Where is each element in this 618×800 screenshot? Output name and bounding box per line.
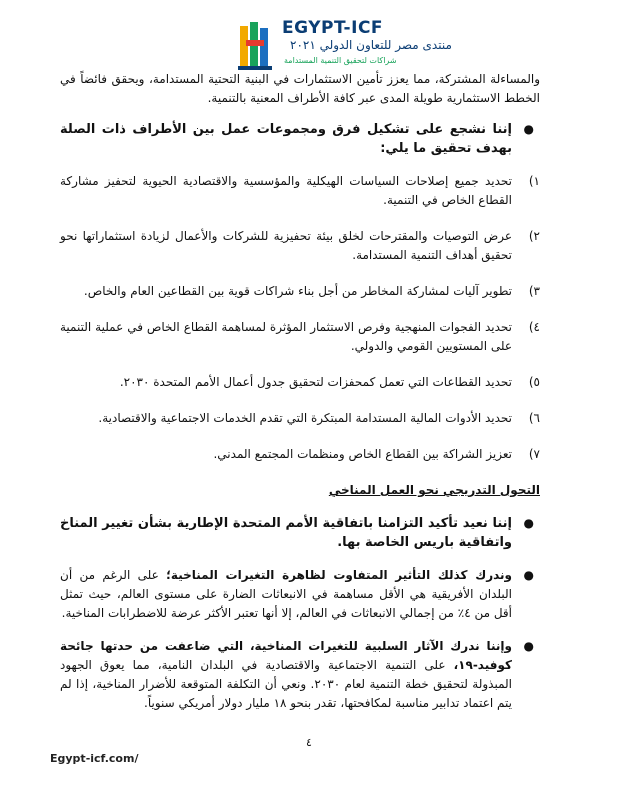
bullet-recognize-text: على الرغم من أن البلدان الأفريقية هي الأقل مساهمة في الانبعاثات الضارة على مستوى العالم، حيث تمثل أقل من ٤٪ من إجمالي الانبعاثات في العالم، إلا أنها تعتبر الأكثر عرضة للاضطرابات المناخية. xyxy=(60,568,512,620)
bullet-dot-icon: ● xyxy=(523,122,534,136)
logo-title: EGYPT-ICF xyxy=(282,18,384,38)
bullet-dot-icon: ● xyxy=(523,568,534,582)
egypt-icf-logo xyxy=(228,16,452,76)
bullet-recognize-lead: وندرك كذلك التأثير المتفاوت لظاهرة التغيرات المناخية؛ xyxy=(166,568,512,582)
numbered-item xyxy=(60,318,540,356)
logo-tagline: شراكات لتحقيق التنمية المستدامة xyxy=(284,56,397,65)
item-number: ٧) xyxy=(528,447,540,461)
bullet-encourage-text: إننا نشجع على تشكيل فرق ومجموعات عمل بين الأطراف ذات الصلة بهدف تحقيق ما يلي: xyxy=(60,122,512,156)
item-text: تحديد جميع إصلاحات السياسات الهيكلية والمؤسسية والاقتصادية الحيوية لتحفيز مشاركة القطاع الخاص في التنمية. xyxy=(60,174,512,207)
bullet-reaffirm xyxy=(60,514,540,552)
item-number: ٢) xyxy=(528,229,540,243)
item-number: ٦) xyxy=(528,411,540,425)
item-number: ٤) xyxy=(528,320,540,334)
item-text: تطوير آليات لمشاركة المخاطر من أجل بناء شراكات قوية بين القطاعين العام والخاص. xyxy=(83,284,512,298)
numbered-item xyxy=(60,409,540,428)
numbered-item xyxy=(60,227,540,265)
footer-url: Egypt-icf.com/ xyxy=(50,752,139,765)
logo-subtitle: منتدى مصر للتعاون الدولي ٢٠٢١ xyxy=(290,38,452,52)
page-number: ٤ xyxy=(306,736,312,749)
section-heading: التحول التدريجي نحو العمل المناخي xyxy=(328,483,540,497)
item-text: تحديد الأدوات المالية المستدامة المبتكرة التي تقدم الخدمات الاجتماعية والاقتصادية. xyxy=(98,411,512,425)
document-body xyxy=(60,70,540,727)
item-text: عرض التوصيات والمقترحات لخلق بيئة تحفيزية للشركات والأعمال لزيادة استثماراتها نحو تحقيق أهداف التنمية المستدامة. xyxy=(60,229,512,262)
bullet-negative-effects xyxy=(60,637,540,713)
bullet-encourage xyxy=(60,120,540,158)
numbered-item xyxy=(60,373,540,392)
numbered-item xyxy=(60,172,540,210)
bullet-reaffirm-text: إننا نعيد تأكيد التزامنا باتفاقية الأمم المتحدة الإطارية بشأن تغيير المناخ واتفاقية باريس الخاصة بها. xyxy=(60,516,512,550)
item-text: تحديد القطاعات التي تعمل كمحفزات لتحقيق جدول أعمال الأمم المتحدة ٢٠٣٠. xyxy=(119,375,512,389)
item-text: تعزيز الشراكة بين القطاع الخاص ومنظمات المجتمع المدني. xyxy=(213,447,512,461)
numbered-item xyxy=(60,445,540,464)
logo-emblem-icon xyxy=(236,20,276,72)
bullet-negative-text: على التنمية الاجتماعية والاقتصادية في البلدان النامية، مما يعوق الجهود المبذولة لتحقيق خطة التنمية لعام ٢٠٣٠. ونعي أن التكلفة المتوقعة للأضرار المناخية، إذا لم يتم اعتماد تدابير مناسبة لمكافحتها، تقدر بنحو ١٨ مليار دولار أمريكي سنوياً. xyxy=(60,658,512,710)
bullet-dot-icon: ● xyxy=(523,516,534,530)
bullet-negative-lead: وإننا ندرك الآثار السلبية للتغيرات المناخية، التي ضاعفت من حدتها جائحة كوفيد-١٩، xyxy=(60,639,512,672)
item-number: ٥) xyxy=(528,375,540,389)
numbered-item xyxy=(60,282,540,301)
item-number: ١) xyxy=(528,174,540,188)
bullet-recognize xyxy=(60,566,540,623)
bullet-dot-icon: ● xyxy=(523,639,534,653)
item-text: تحديد الفجوات المنهجية وفرص الاستثمار المؤثرة لمساهمة القطاع الخاص في عملية التنمية على المستويين القومي والدولي. xyxy=(60,320,512,353)
intro-paragraph: والمساءلة المشتركة، مما يعزز تأمين الاستثمارات في البنية التحتية المستدامة، ويحقق فائضاً في الخطط الاستثمارية طويلة المدى عبر كافة الأطراف المعنية بالتنمية. xyxy=(60,72,540,105)
item-number: ٣) xyxy=(528,284,540,298)
